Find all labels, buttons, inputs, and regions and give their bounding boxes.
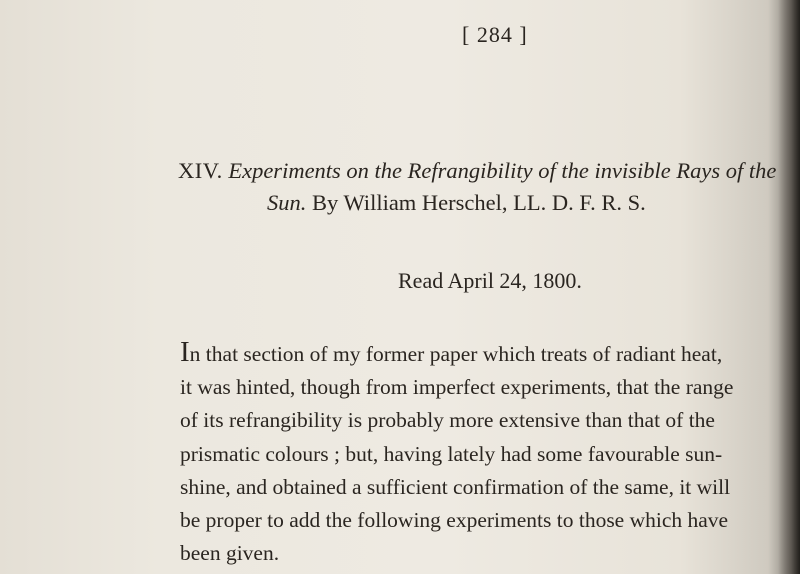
article-numeral: XIV. (178, 158, 223, 183)
article-title (178, 155, 798, 187)
body-paragraph (180, 336, 792, 570)
page-number: [ 284 ] (462, 22, 528, 47)
body-line: shine, and obtained a sufficient confirmation of the same, it will (180, 474, 731, 499)
article-author: By William Herschel, LL. D. F. R. S. (312, 190, 646, 215)
body-line: of its refrangibility is probably more extensive than that of the (180, 408, 715, 433)
article-title-sun: Sun. (267, 190, 307, 215)
drop-cap: I (180, 336, 190, 368)
article-title-line2 (267, 187, 646, 219)
body-line: it was hinted, though from imperfect experiments, that the range (180, 375, 734, 400)
read-date: Read April 24, 1800. (398, 268, 582, 293)
article-title-line1: Experiments on the Refrangibility of the invisible Rays of the (228, 158, 777, 183)
page-edge-shadow (778, 0, 800, 574)
body-line: In that section of my former paper which treats of radiant heat, (180, 336, 723, 368)
body-line: been given. (180, 541, 280, 566)
body-line: prismatic colours ; but, having lately had some favourable sun- (180, 441, 723, 466)
body-line: be proper to add the following experiments to those which have (180, 508, 729, 533)
